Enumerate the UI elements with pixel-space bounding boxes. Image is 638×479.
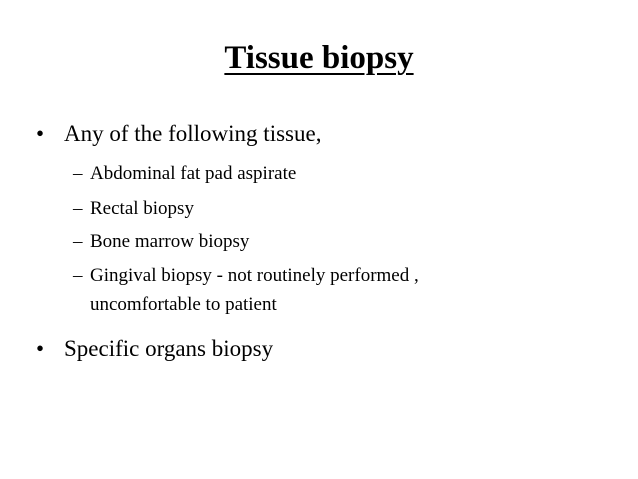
sub-bullet-continuation: uncomfortable to patient (90, 294, 277, 315)
sub-bullet-item (73, 265, 419, 287)
slide-title (0, 38, 638, 78)
sub-bullet-item (73, 163, 296, 185)
bullet-text: Specific organs biopsy (64, 336, 274, 361)
sub-bullet-text: Abdominal fat pad aspirate (90, 163, 297, 184)
sub-bullet-marker: – (73, 163, 83, 184)
sub-bullet-item (73, 198, 194, 220)
bullet-item (36, 335, 273, 363)
sub-bullet-text: Bone marrow biopsy (90, 231, 250, 252)
bullet-marker: • (36, 336, 45, 361)
sub-bullet-marker: – (73, 198, 83, 219)
sub-bullet-text: Rectal biopsy (90, 198, 194, 219)
sub-bullet-item (73, 231, 249, 253)
sub-bullet-text: Gingival biopsy - not routinely performed , (90, 265, 419, 286)
sub-bullet-marker: – (73, 265, 83, 286)
bullet-item (36, 120, 321, 148)
slide-title-text: Tissue biopsy (224, 40, 414, 76)
bullet-text: Any of the following tissue, (64, 121, 322, 146)
sub-bullet-marker: – (73, 231, 83, 252)
bullet-marker: • (36, 121, 45, 146)
